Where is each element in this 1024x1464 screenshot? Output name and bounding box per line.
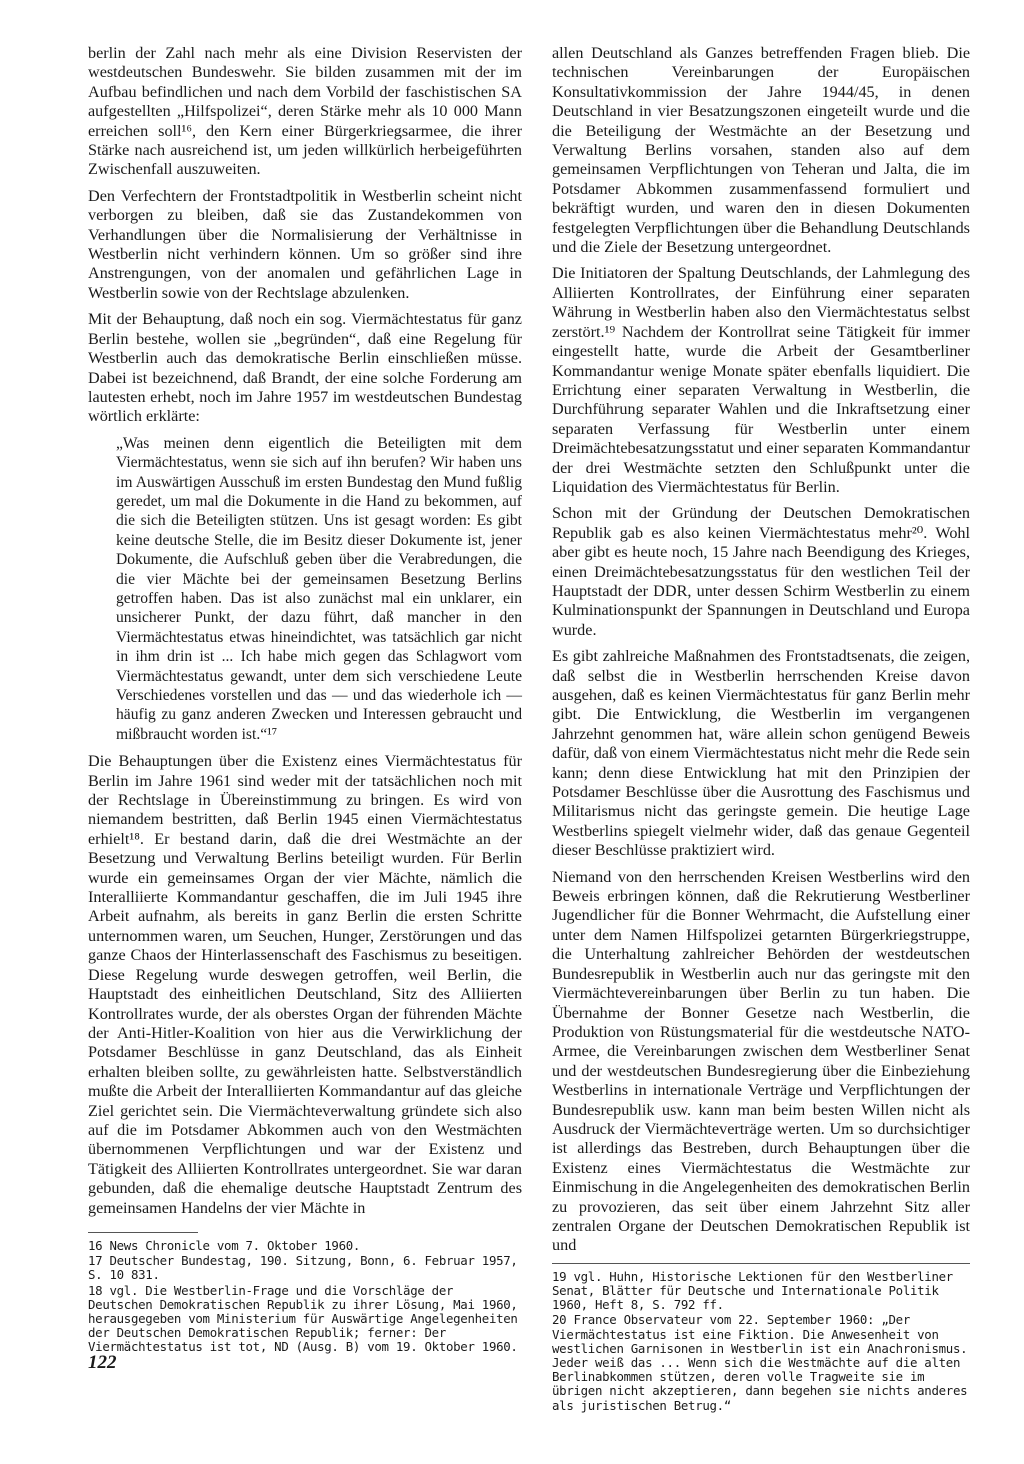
footnotes-right	[552, 1263, 970, 1413]
footnote-16: 16 News Chronicle vom 7. Oktober 1960.	[88, 1237, 361, 1253]
page-number: 122	[88, 1352, 117, 1373]
right-column	[552, 44, 970, 1414]
left-column	[88, 44, 522, 1356]
paragraph: Die Initiatoren der Spaltung Deutschlands, der Lahmlegung des Alliierten Kontrollrates, der Einführung einer separaten Währung in Westberlin haben also den Viermächtestatus selbst zerstört.¹⁹ Nachdem der Kontrollrat seine Tätigkeit für immer eingestellt hatte, wurde die Arbeit der Gesamtberliner Kommandantur wenige Monate später ebenfalls liquidiert. Die Errichtung einer separaten Verwaltung in Westberlin, die Durchführung separater Wahlen und die Inkraftsetzung einer separaten Verfassung für Westberlin unter einem Dreimächtebesatzungsstatut und einer separaten Kommandantur der drei Westmächte setzten den Schlußpunkt unter die Liquidation des Viermächtestatus für Berlin.	[552, 264, 970, 496]
footnotes-left	[88, 1233, 522, 1355]
paragraph: Mit der Behauptung, daß noch ein sog. Viermächtestatus für ganz Berlin bestehe, wollen sie „begründen“, daß eine Regelung für Westberlin auch das demokratische Berlin einschließen müsse. Dabei ist bezeichnend, daß Brandt, der eine solche Forderung am lautesten erhebt, noch im Jahre 1957 im westdeutschen Bundestag wörtlich erklärte:	[88, 310, 522, 426]
paragraph: allen Deutschland als Ganzes betreffenden Fragen blieb. Die technischen Vereinbarungen der Europäischen Konsultativkommission der Jahre 1944/45, in denen Deutschland in vier Besatzungszonen eingeteilt wurde und die die Beteiligung der Westmächte an der Besetzung und Verwaltung Berlins vorsahen, standen also auf dem gemeinsamen Verpflichtungen von Teheran und Jalta, die im Potsdamer Abkommen zusammenfassend formuliert und bekräftigt wurden, und waren den in diesen Dokumenten festgelegten Verpflichtungen über die Behandlung Deutschlands und die Ziele der Besetzung untergeordnet.	[552, 44, 970, 257]
paragraph: Niemand von den herrschenden Kreisen Westberlins wird den Beweis erbringen können, daß die Rekrutierung Westberliner Jugendlicher für die Bonner Wehrmacht, die Aufstellung einer unter dem Namen Hilfspolizei getarnten Bürgerkriegstruppe, die Unterhaltung zahlreicher Behörden der westdeutschen Bundesrepublik in Westberlin auch nur das geringste mit den Viermächtevereinbarungen über Berlin zu tun haben. Die Übernahme der Bonner Gesetze nach Westberlin, die Produktion von Rüstungsmaterial für die westdeutsche NATO-Armee, die Vereinbarungen zwischen dem Westberliner Senat und der westdeutschen Bundesregierung über die Einbeziehung Westberlins in internationale Verträge und Verpflichtungen der Bundesrepublik usw. kann man beim besten Willen nicht als Ausdruck der Viermächteverträge werten. Um so durchsichtiger ist allerdings das Bestreben, durch Behauptungen über die Existenz eines Viermächtestatus die Westmächte zur Einmischung in die Angelegenheiten des demokratischen Berlin zu provozieren, das seit über einem Jahrzehnt Sitz aller zentralen Organe der Deutschen Demokratischen Republik ist und	[552, 867, 970, 1255]
footnote-18: 18 vgl. Die Westberlin-Frage und die Vorschläge der Deutschen Demokratischen Republik zu ihrer Lösung, Mai 1960, herausgegeben vom Ministerium für Auswärtige Angelegenheiten der Deutschen Demokratischen Republik; ferner: Der Viermächtestatus ist tot, ND (Ausg. B) vom 19. Oktober 1960.	[88, 1282, 518, 1355]
paragraph: Es gibt zahlreiche Maßnahmen des Frontstadtsenats, die zeigen, daß selbst die in Westberlin herrschenden Kreise davon ausgehen, daß es keinen Viermächtestatus für ganz Berlin mehr gibt. Die Entwicklung, die Westberlin im vergangenen Jahrzehnt genommen hat, wäre allein schon genügend Beweis dafür, daß von einem Viermächtestatus nicht mehr die Rede sein kann; denn diese Entwicklung hat mit den Prinzipien der Potsdamer Beschlüsse über die Ausrottung des Faschismus und Militarismus nicht das geringste gemein. Die heutige Lage Westberlins spiegelt vielmehr wider, daß das genaue Gegenteil dieser Beschlüsse praktiziert wird.	[552, 647, 970, 860]
paragraph: Den Verfechtern der Frontstadtpolitik in Westberlin scheint nicht verborgen zu bleiben, daß sie das Zustandekommen von Verhandlungen über die Normalisierung der Verhältnisse in Westberlin nicht verhindern können. Um so größer sind ihre Anstrengungen, von der anomalen und gefährlichen Lage in Westberlin sowie von der Rechtslage abzulenken.	[88, 186, 522, 302]
footnote-17: 17 Deutscher Bundestag, 190. Sitzung, Bonn, 6. Februar 1957, S. 10 831.	[88, 1253, 518, 1283]
brandt-quote: „Was meinen denn eigentlich die Beteiligten mit dem Viermächtestatus, wenn sie sich auf ihn berufen? Wir haben uns im Auswärtigen Ausschuß im ersten Bundestag den Mund fußlig geredet, um mal die Dokumente in die Hand zu bekommen, auf die sich die Beteiligten stützen. Uns ist gesagt worden: Es gibt keine deutsche Stelle, die im Besitz dieser Dokumente ist, jener Dokumente, die Aufschluß geben über die Verabredungen, die die vier Mächte bei der gemeinsamen Besetzung Berlins getroffen haben. Das ist also zunächst mal ein unklarer, ein unsicherer Punkt, der dazu führt, daß mancher in den Viermächtestatus etwas hineindichtet, was tatsächlich gar nicht in ihm drin ist ... Ich habe mich gegen das Schlagwort vom Viermächtestatus gewandt, unter dem sich verschiedene Leute Verschiedenes vorstellen und das — und das wiederhole ich — häufig zu ganz anderen Zwecken und Interessen gebraucht und mißbraucht worden ist.“¹⁷	[116, 434, 522, 743]
paragraph: Die Behauptungen über die Existenz eines Viermächtestatus für Berlin im Jahre 1961 sind weder mit der tatsächlichen noch mit der Rechtslage in Übereinstimmung zu bringen. Es wird von niemandem bestritten, daß Berlin 1945 einen Viermächtestatus erhielt¹⁸. Er bestand darin, daß die drei Westmächte an der Besetzung und Verwaltung Berlins beteiligt wurden. Für Berlin wurde ein gemeinsames Organ der vier Mächte, nämlich die Interalliierte Kommandantur geschaffen, die im Juli 1945 ihre Arbeit aufnahm, als bereits in ganz Berlin die ersten Schritte unternommen waren, um Seuchen, Hunger, Zerstörungen und das ganze Chaos der Hinterlassenschaft des Faschismus zu beseitigen. Diese Regelung wurde deswegen getroffen, weil Berlin, die Hauptstadt des einheitlichen Deutschland, Sitz des Alliierten Kontrollrates wurde, der als oberstes Organ der führenden Mächte der Anti-Hitler-Koalition von hier aus die Verwirklichung der Potsdamer Beschlüsse in ganz Deutschland, das als Einheit erhalten bleiben sollte, zu gewährleisten hatte. Selbstverständlich mußte die Arbeit der Interalliierten Kommandantur auf das gleiche Ziel gerichtet sein. Die Viermächteverwaltung gründete sich also auf die im Potsdamer Abkommen auch von den Westmächten übernommenen Verpflichtungen und war der Existenz und Tätigkeit des Alliierten Kontrollrates untergeordnet. Sie war daran gebunden, daß die ehemalige deutsche Hauptstadt Zentrum des gemeinsamen Handelns der vier Mächte in	[88, 752, 522, 1217]
footnote-19: 19 vgl. Huhn, Historische Lektionen für den Westberliner Senat, Blätter für Deutsche und Internationale Politik 1960, Heft 8, S. 792 ff.	[552, 1268, 953, 1313]
paragraph: berlin der Zahl nach mehr als eine Division Reservisten der westdeutschen Bundeswehr. Sie bilden zusammen mit der im Aufbau befindlichen und nach dem Vorbild der faschistischen SA aufgestellten „Hilfspolizei“, deren Stärke mehr als 10 000 Mann erreichen soll¹⁶, den Kern einer Bürgerkriegsarmee, die ihrer Stärke nach ausreichend ist, um jeden willkürlich herbeigeführten Zwischenfall auszuweiten.	[88, 44, 522, 179]
paragraph: Schon mit der Gründung der Deutschen Demokratischen Republik gab es also keinen Viermächtestatus mehr²⁰. Wohl aber gibt es heute noch, 15 Jahre nach Beendigung des Krieges, einen Dreimächtebesatzungsstatus für den westlichen Teil der Hauptstadt der DDR, unter dessen Schirm Westberlin zu einem Kulminationspunkt der Spannungen in Deutschland und Europa wurde.	[552, 504, 970, 639]
footnote-20: 20 France Observateur vom 22. September 1960: „Der Viermächtestatus ist eine Fiktion. Die Anwesenheit von westlichen Garnisonen in Westberlin ist ein Anachronismus. Jeder weiß das ... Wenn sich die Westmächte auf die alten Berlinabkommen stützen, deren volle Tragweite sie im übrigen nicht akzeptieren, dann begehen sie nichts anderes als juristischen Betrug.“	[552, 1312, 968, 1413]
